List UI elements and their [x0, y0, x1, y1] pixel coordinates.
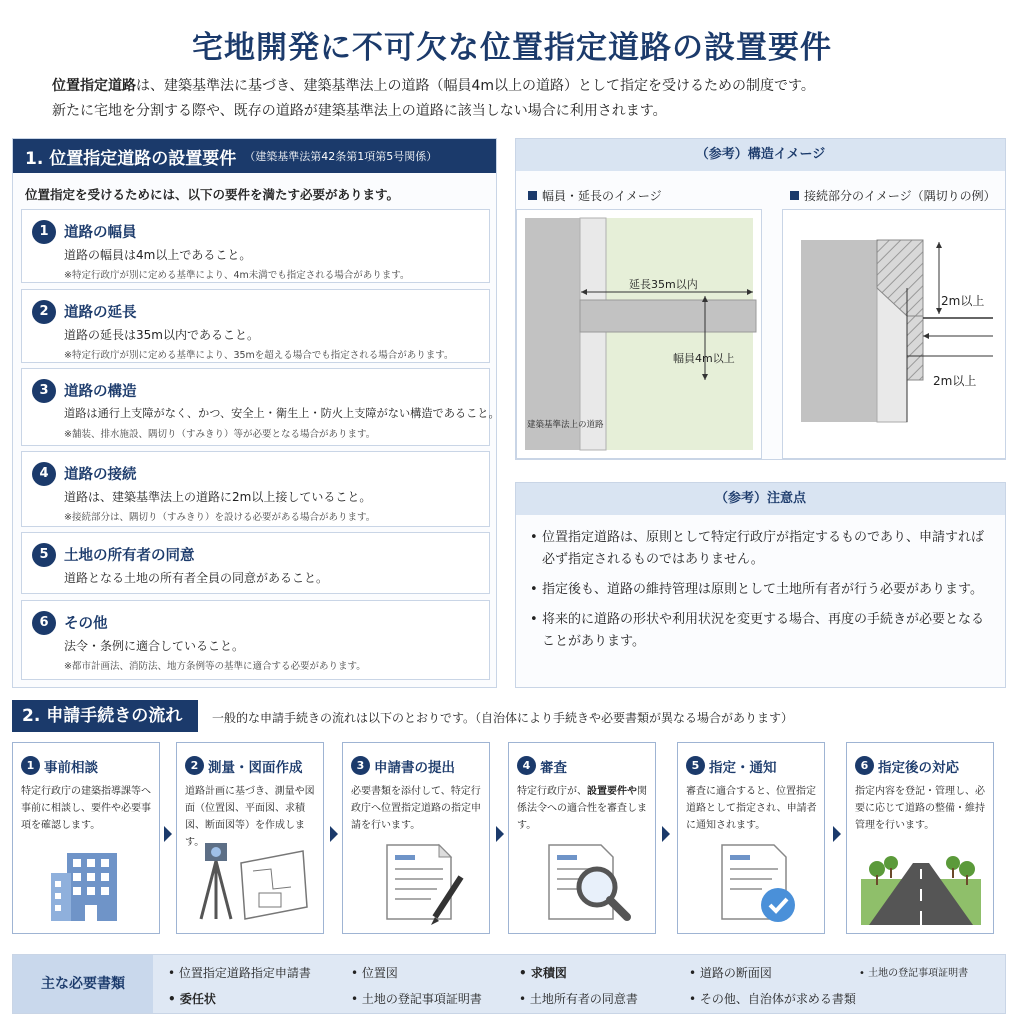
document-item: • 委任状	[168, 990, 216, 1007]
document-item: • 位置図	[351, 964, 398, 981]
step-number: 4	[517, 756, 536, 775]
requirement-item	[21, 451, 490, 527]
survey-icon	[191, 839, 311, 925]
corner-2m-label-a: 2m以上	[941, 294, 985, 308]
requirement-item	[21, 368, 500, 446]
requirement-desc: 道路の延長は35m以内であること。	[64, 328, 259, 342]
requirement-title: 道路の接続	[64, 467, 137, 483]
document-pen-icon	[357, 839, 477, 925]
step-number: 2	[185, 756, 204, 775]
square-bullet-icon	[790, 191, 799, 200]
requirement-number: 2	[32, 300, 56, 324]
document-item: • その他、自治体が求める書類	[689, 990, 856, 1007]
step-number: 1	[21, 756, 40, 775]
requirements-heading: 1. 位置指定道路の設置要件	[25, 148, 237, 169]
intro-text	[52, 74, 992, 124]
step-title: 指定・通知	[709, 760, 777, 776]
step-desc: 必要書類を添付して、特定行政庁へ位置指定道路の指定申請を行います。	[351, 786, 481, 831]
width-length-diagram	[516, 209, 762, 459]
step-desc: 審査に適合すると、位置指定道路として指定され、申請者に通知されます。	[686, 786, 817, 831]
requirement-title: その他	[64, 616, 108, 632]
requirement-number: 5	[32, 543, 56, 567]
requirement-desc: 法令・条例に適合していること。	[64, 639, 245, 653]
document-item: • 位置指定道路指定申請書	[168, 964, 311, 981]
square-bullet-icon	[528, 191, 537, 200]
requirements-lead: 位置指定を受けるためには、以下の要件を満たす必要があります。	[25, 187, 400, 202]
requirements-section	[12, 138, 500, 688]
step-number: 3	[351, 756, 370, 775]
procedure-step	[176, 742, 324, 934]
requirement-note: ※都市計画法、消防法、地方条例等の基準に適合する必要があります。	[64, 661, 366, 672]
notes-heading: （参考）注意点	[516, 483, 1005, 515]
requirement-title: 土地の所有者の同意	[64, 548, 195, 564]
requirement-item	[21, 600, 490, 680]
notes-list	[530, 527, 992, 661]
requirement-desc: 道路は、建築基準法上の道路に2m以上接していること。	[64, 490, 372, 504]
requirements-subheading: （建築基準法第42条第1項第5号関係）	[244, 150, 438, 163]
requirement-item	[21, 289, 490, 363]
connection-subheading: 接続部分のイメージ（隅切りの例）	[790, 187, 996, 204]
requirement-number: 3	[32, 379, 56, 403]
length-label: 延長35m以内	[629, 278, 698, 291]
road-label: 建築基準法上の道路	[527, 420, 604, 430]
required-documents	[12, 954, 1006, 1014]
requirement-desc: 道路は通行上支障がなく、かつ、安全上・衛生上・防火上支障がない構造であること。	[64, 407, 500, 420]
procedure-step	[12, 742, 160, 934]
requirement-number: 4	[32, 462, 56, 486]
requirement-desc: 道路となる土地の所有者全員の同意があること。	[64, 571, 329, 585]
step-desc: 特定行政庁が、設置要件や関係法令への適合性を審査します。	[517, 786, 647, 831]
requirement-number: 6	[32, 611, 56, 635]
step-arrow-icon	[164, 826, 172, 842]
requirements-header	[13, 139, 496, 173]
requirement-title: 道路の幅員	[64, 225, 137, 241]
requirement-title: 道路の構造	[64, 384, 137, 400]
requirement-note: ※接続部分は、隅切り（すみきり）を設ける必要がある場合があります。	[64, 512, 376, 523]
structure-reference-heading: （参考）構造イメージ	[516, 139, 1005, 171]
procedure-step	[846, 742, 994, 934]
corner-cut-diagram-svg	[783, 210, 1005, 458]
magnifier-icon	[523, 839, 643, 925]
step-title: 事前相談	[44, 760, 98, 776]
requirement-item	[21, 532, 490, 594]
building-icon	[27, 839, 147, 925]
requirement-note: ※特定行政庁が別に定める基準により、4m未満でも指定される場合があります。	[64, 270, 410, 281]
step-arrow-icon	[833, 826, 841, 842]
procedure-step	[677, 742, 825, 934]
document-item: • 道路の断面図	[689, 964, 772, 981]
step-title: 指定後の対応	[878, 760, 959, 776]
procedure-step	[342, 742, 490, 934]
corner-cut-diagram	[782, 209, 1006, 459]
intro-term: 位置指定道路	[52, 78, 136, 94]
procedure-step	[508, 742, 656, 934]
step-number: 6	[855, 756, 874, 775]
document-item: • 求積図	[519, 964, 567, 981]
document-item: • 土地の登記事項証明書	[351, 990, 482, 1007]
note-item: • 指定後も、道路の維持管理は原則として土地所有者が行う必要があります。	[530, 579, 992, 601]
note-item: • 位置指定道路は、原則として特定行政庁が指定するものであり、申請すれば必ず指定されるものではありません。	[530, 527, 992, 571]
width-label: 幅員4m以上	[673, 352, 735, 365]
notes-panel	[515, 482, 1006, 688]
procedure-desc: 一般的な申請手続きの流れは以下のとおりです。（自治体により手続きや必要書類が異なる場合があります）	[212, 711, 794, 725]
width-length-subheading: 幅員・延長のイメージ	[528, 187, 662, 204]
step-title: 申請書の提出	[374, 760, 455, 776]
step-arrow-icon	[330, 826, 338, 842]
intro-line1: は、建築基準法に基づき、建築基準法上の道路（幅員4m以上の道路）として指定を受けるための制度です。	[136, 78, 815, 94]
structure-reference-panel	[515, 138, 1006, 460]
document-check-icon	[692, 839, 812, 925]
corner-2m-label-b: 2m以上	[933, 374, 977, 388]
procedure-heading: 2. 申請手続きの流れ	[12, 700, 198, 732]
step-desc: 特定行政庁の建築指導課等へ事前に相談し、要件や必要事項を確認します。	[21, 786, 151, 831]
step-number: 5	[686, 756, 705, 775]
note-item: • 将来的に道路の形状や利用状況を変更する場合、再度の手続きが必要となることがあります。	[530, 609, 992, 653]
step-desc: 指定内容を登記・管理し、必要に応じて道路の整備・維持管理を行います。	[855, 786, 985, 831]
document-item: • 土地の登記事項証明書	[859, 964, 968, 979]
step-title: 測量・図面作成	[208, 760, 303, 776]
step-arrow-icon	[662, 826, 670, 842]
step-arrow-icon	[496, 826, 504, 842]
document-item: • 土地所有者の同意書	[519, 990, 638, 1007]
intro-line2: 新たに宅地を分割する際や、既存の道路が建築基準法上の道路に該当しない場合に利用されます。	[52, 103, 667, 119]
required-documents-label: 主な必要書類	[13, 955, 153, 1013]
requirement-note: ※特定行政庁が別に定める基準により、35mを超える場合でも指定される場合があります。	[64, 350, 454, 361]
page-title: 宅地開発に不可欠な位置指定道路の設置要件	[192, 30, 832, 66]
requirement-number: 1	[32, 220, 56, 244]
road-icon	[861, 839, 981, 925]
step-desc: 道路計画に基づき、測量や図面（位置図、平面図、求積図、断面図等）を作成します。	[185, 786, 315, 848]
requirement-item	[21, 209, 490, 283]
step-title: 審査	[540, 760, 567, 776]
requirement-note: ※舗装、排水施設、隅切り（すみきり）等が必要となる場合があります。	[64, 429, 376, 440]
requirement-desc: 道路の幅員は4m以上であること。	[64, 248, 252, 262]
requirement-title: 道路の延長	[64, 305, 137, 321]
